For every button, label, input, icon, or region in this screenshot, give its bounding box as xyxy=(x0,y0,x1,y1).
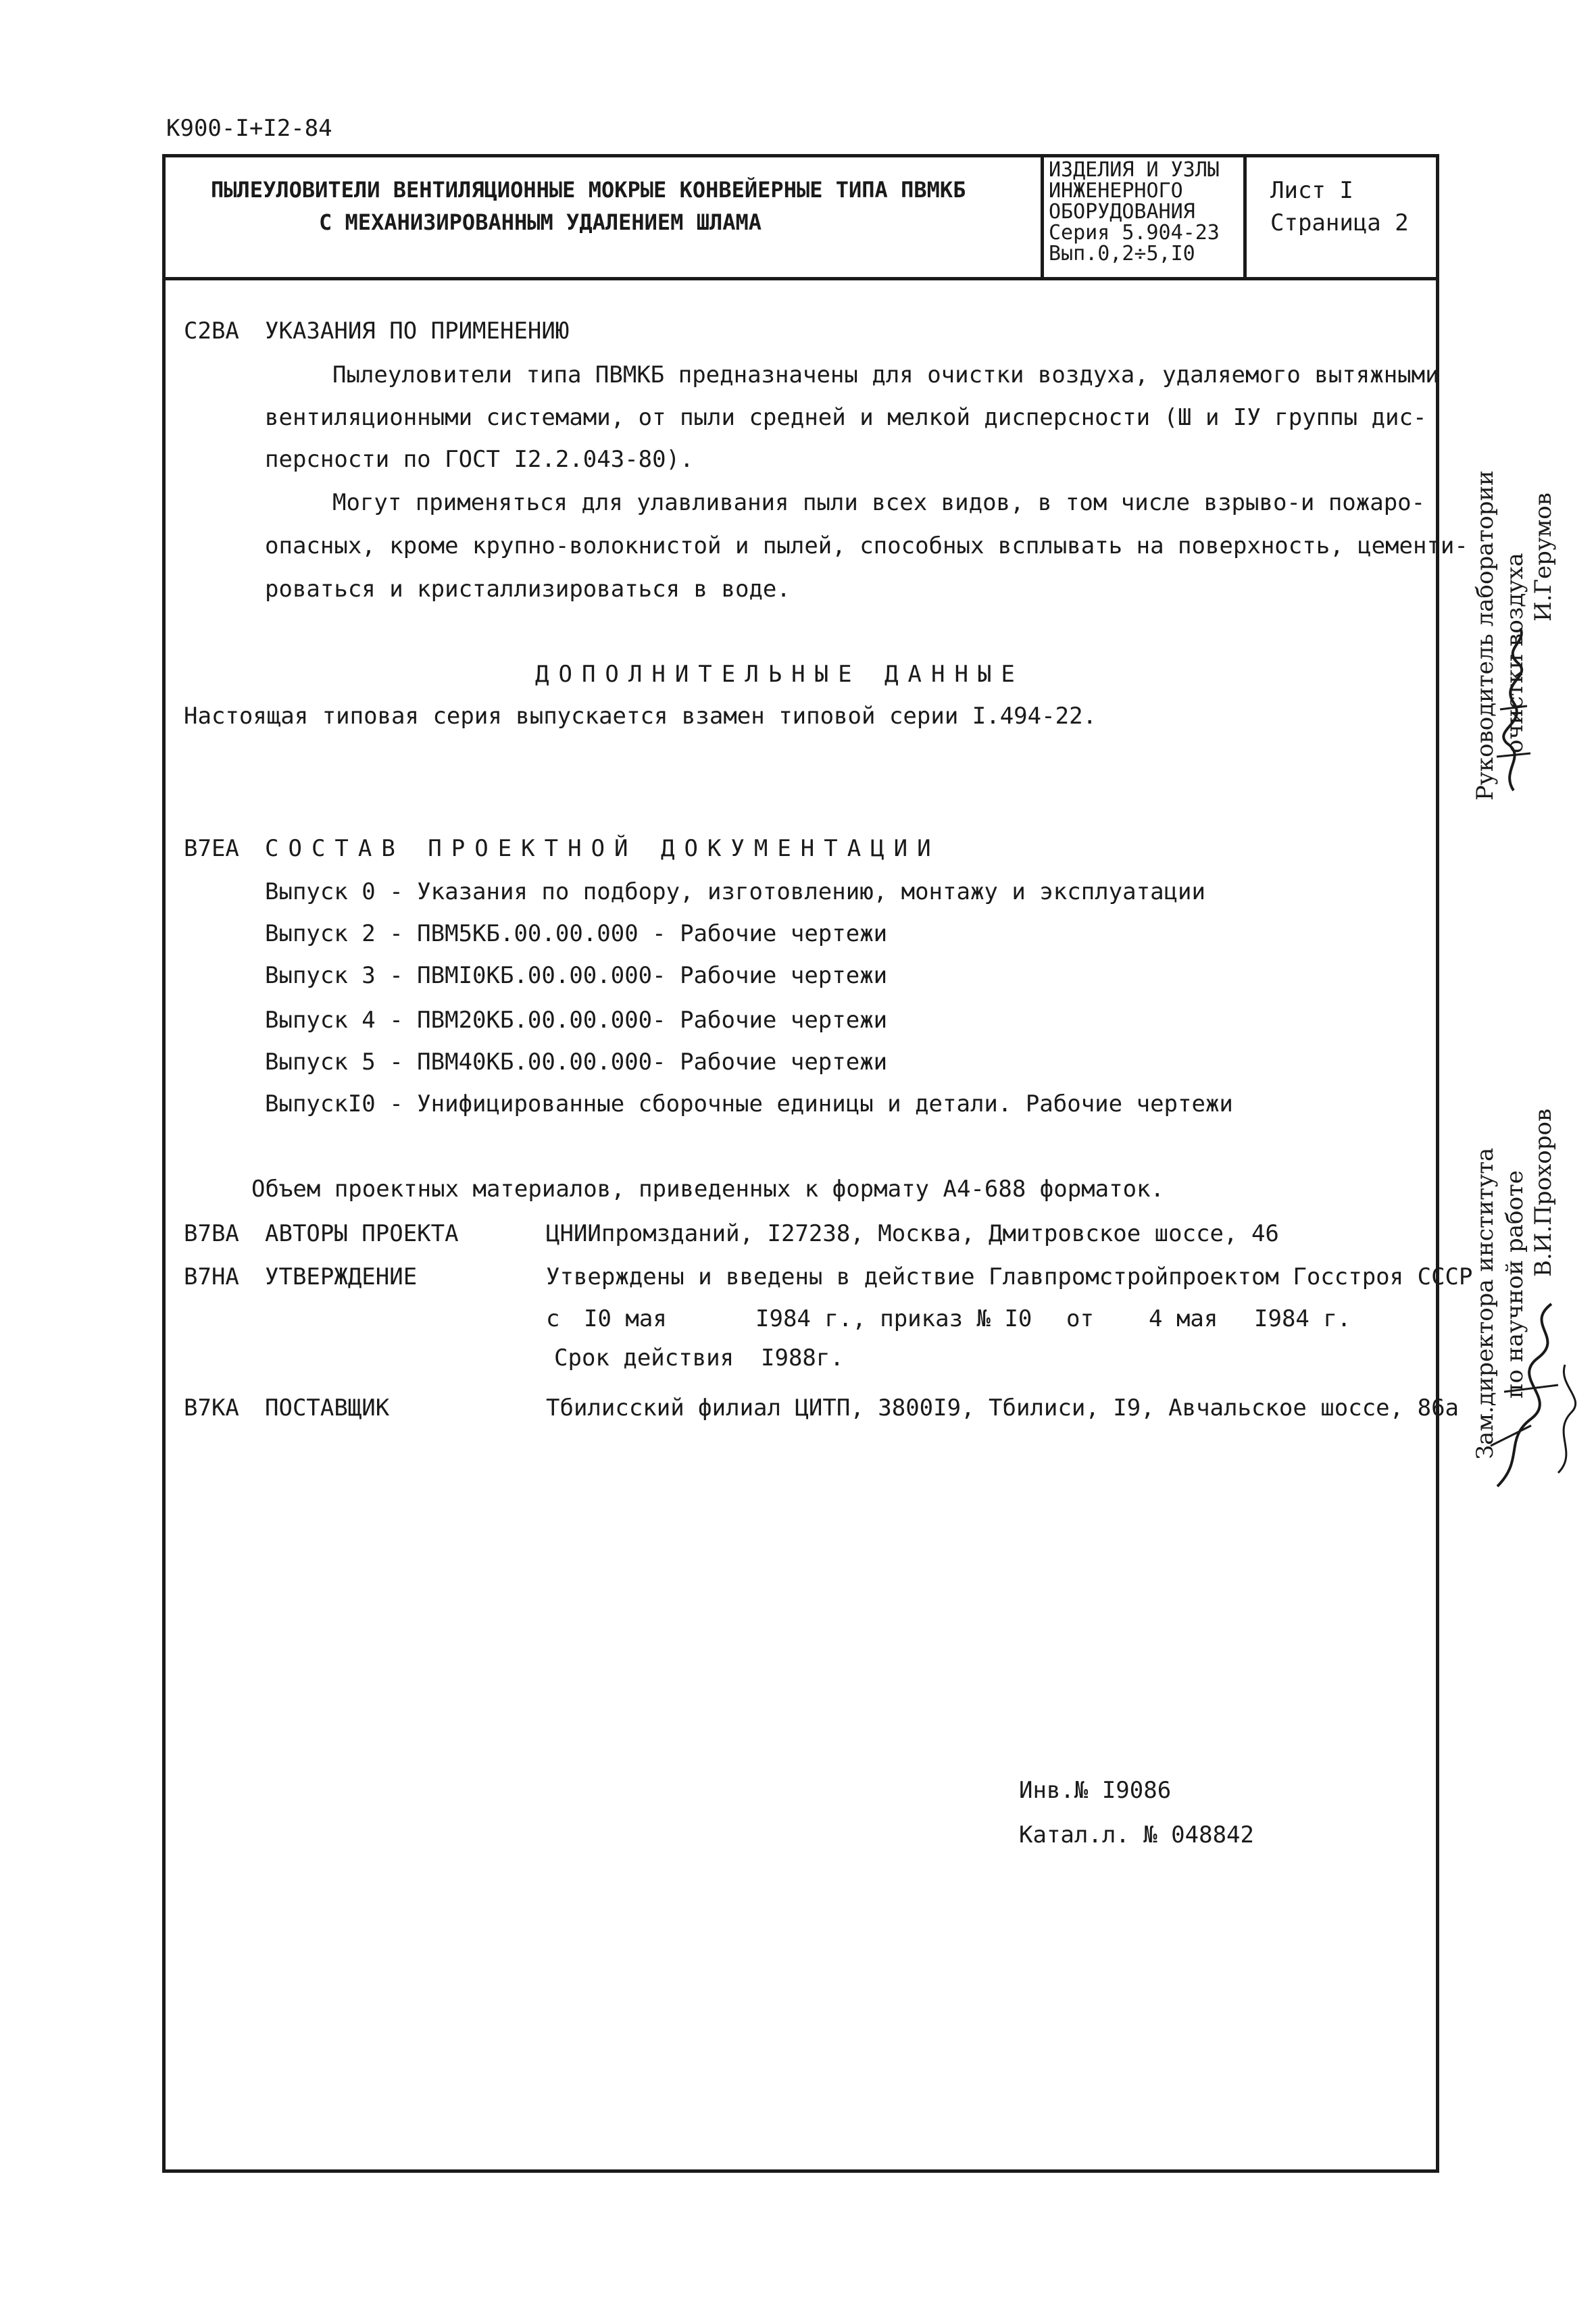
usage-text: Могут применяться для улавливания пыли всех видов, в том числе взрыво-и пожаро- xyxy=(332,489,1426,516)
section-code: В7ЕА xyxy=(184,835,239,862)
series-line: ОБОРУДОВАНИЯ xyxy=(1049,200,1195,224)
validity-label: Срок действия xyxy=(554,1344,734,1372)
document-title-line2: С МЕХАНИЗИРОВАННЫМ УДАЛЕНИЕМ ШЛАМА xyxy=(319,209,762,235)
series-line: Вып.0,2÷5,I0 xyxy=(1049,242,1195,266)
composition-item: Выпуск 3 - ПВМI0КБ.00.00.000- Рабочие чертежи xyxy=(265,962,888,989)
sheet-number: Лист I xyxy=(1270,177,1353,204)
approval-from: с xyxy=(546,1305,560,1332)
volume-text: Объем проектных материалов, приведенных к формату А4-688 форматок. xyxy=(251,1176,1165,1203)
approval-of: от xyxy=(1066,1305,1094,1332)
section-code: В7НА xyxy=(184,1263,239,1290)
side-dir-line2: по научной работе xyxy=(1501,1170,1528,1399)
composition-item: ВыпускI0 - Унифицированные сборочные единицы и детали. Рабочие чертежи xyxy=(265,1090,1233,1117)
section-code: В7ВА xyxy=(184,1220,239,1247)
side-lab-line1: Руководитель лаборатории xyxy=(1472,470,1499,801)
document-title-line1: ПЫЛЕУЛОВИТЕЛИ ВЕНТИЛЯЦИОННЫЕ МОКРЫЕ КОНВЕЙЕРНЫЕ ТИПА ПВМКБ xyxy=(211,177,966,203)
usage-text: персности по ГОСТ I2.2.043-80). xyxy=(265,446,694,473)
approval-order: I984 г., приказ № I0 xyxy=(755,1305,1032,1332)
usage-text: Пылеуловители типа ПВМКБ предназначены для очистки воздуха, удаляемого вытяжными xyxy=(332,361,1439,388)
approval-order-year: I984 г. xyxy=(1254,1305,1351,1332)
composition-item: Выпуск 2 - ПВМ5КБ.00.00.000 - Рабочие чертежи xyxy=(265,920,888,947)
supplier-label: ПОСТАВЩИК xyxy=(265,1394,390,1422)
series-block xyxy=(1049,159,1220,264)
title-block-divider xyxy=(1041,154,1044,280)
side-text xyxy=(1528,1109,1558,1277)
additional-text: Настоящая типовая серия выпускается взамен типовой серии I.494-22. xyxy=(184,703,1097,730)
title-block-divider xyxy=(1243,154,1247,280)
section-heading-composition: СОСТАВ ПРОЕКТНОЙ ДОКУМЕНТАЦИИ xyxy=(265,835,941,862)
section-heading-usage: УКАЗАНИЯ ПО ПРИМЕНЕНИЮ xyxy=(265,318,570,345)
series-line: ИНЖЕНЕРНОГО xyxy=(1049,179,1183,203)
inventory-number: Инв.№ I9086 xyxy=(1019,1777,1172,1804)
series-line: ИЗДЕЛИЯ И УЗЛЫ xyxy=(1049,158,1220,182)
usage-text: вентиляционными системами, от пыли средней и мелкой дисперсности (Ш и IУ группы дис- xyxy=(265,404,1427,431)
page-number: Страница 2 xyxy=(1270,209,1409,236)
composition-item: Выпуск 5 - ПВМ40КБ.00.00.000- Рабочие чертежи xyxy=(265,1049,888,1076)
validity-value: I988г. xyxy=(761,1344,844,1372)
composition-item: Выпуск 4 - ПВМ20КБ.00.00.000- Рабочие чертежи xyxy=(265,1007,888,1034)
section-heading-additional: ДОПОЛНИТЕЛЬНЫЕ ДАННЫЕ xyxy=(535,661,1024,688)
section-code: В7КА xyxy=(184,1394,239,1422)
approval-label: УТВЕРЖДЕНИЕ xyxy=(265,1263,418,1290)
approval-text: Утверждены и введены в действие Главпромстройпроектом Госстроя СССР xyxy=(546,1263,1473,1290)
authors-value: ЦНИИпромзданий, I27238, Москва, Дмитровское шоссе, 46 xyxy=(546,1220,1279,1247)
supplier-value: Тбилисский филиал ЦИТП, 3800I9, Тбилиси, I9, Авчальское шоссе, 86а xyxy=(546,1394,1460,1422)
catalog-number: Катал.л. № 048842 xyxy=(1019,1821,1254,1848)
composition-item: Выпуск 0 - Указания по подбору, изготовлению, монтажу и эксплуатации xyxy=(265,878,1205,905)
document-code: К900-I+I2-84 xyxy=(166,115,332,142)
side-dir-name: В.И.Прохоров xyxy=(1530,1108,1557,1277)
side-dir-line1: Зам.директора института xyxy=(1472,1147,1499,1459)
signature-director xyxy=(1484,1284,1592,1500)
side-text xyxy=(1528,493,1558,622)
series-line: Серия 5.904-23 xyxy=(1049,221,1220,245)
approval-order-date: 4 мая xyxy=(1149,1305,1218,1332)
usage-text: роваться и кристаллизироваться в воде. xyxy=(265,576,791,603)
side-lab-name: И.Герумов xyxy=(1530,493,1557,622)
signature-lab xyxy=(1487,622,1541,797)
approval-from-date: I0 мая xyxy=(584,1305,667,1332)
authors-label: АВТОРЫ ПРОЕКТА xyxy=(265,1220,459,1247)
side-lab-line2: очистки воздуха xyxy=(1501,553,1528,753)
usage-text: опасных, кроме крупно-волокнистой и пылей, способных всплывать на поверхность, цементи- xyxy=(265,532,1468,559)
section-code: С2ВА xyxy=(184,318,239,345)
